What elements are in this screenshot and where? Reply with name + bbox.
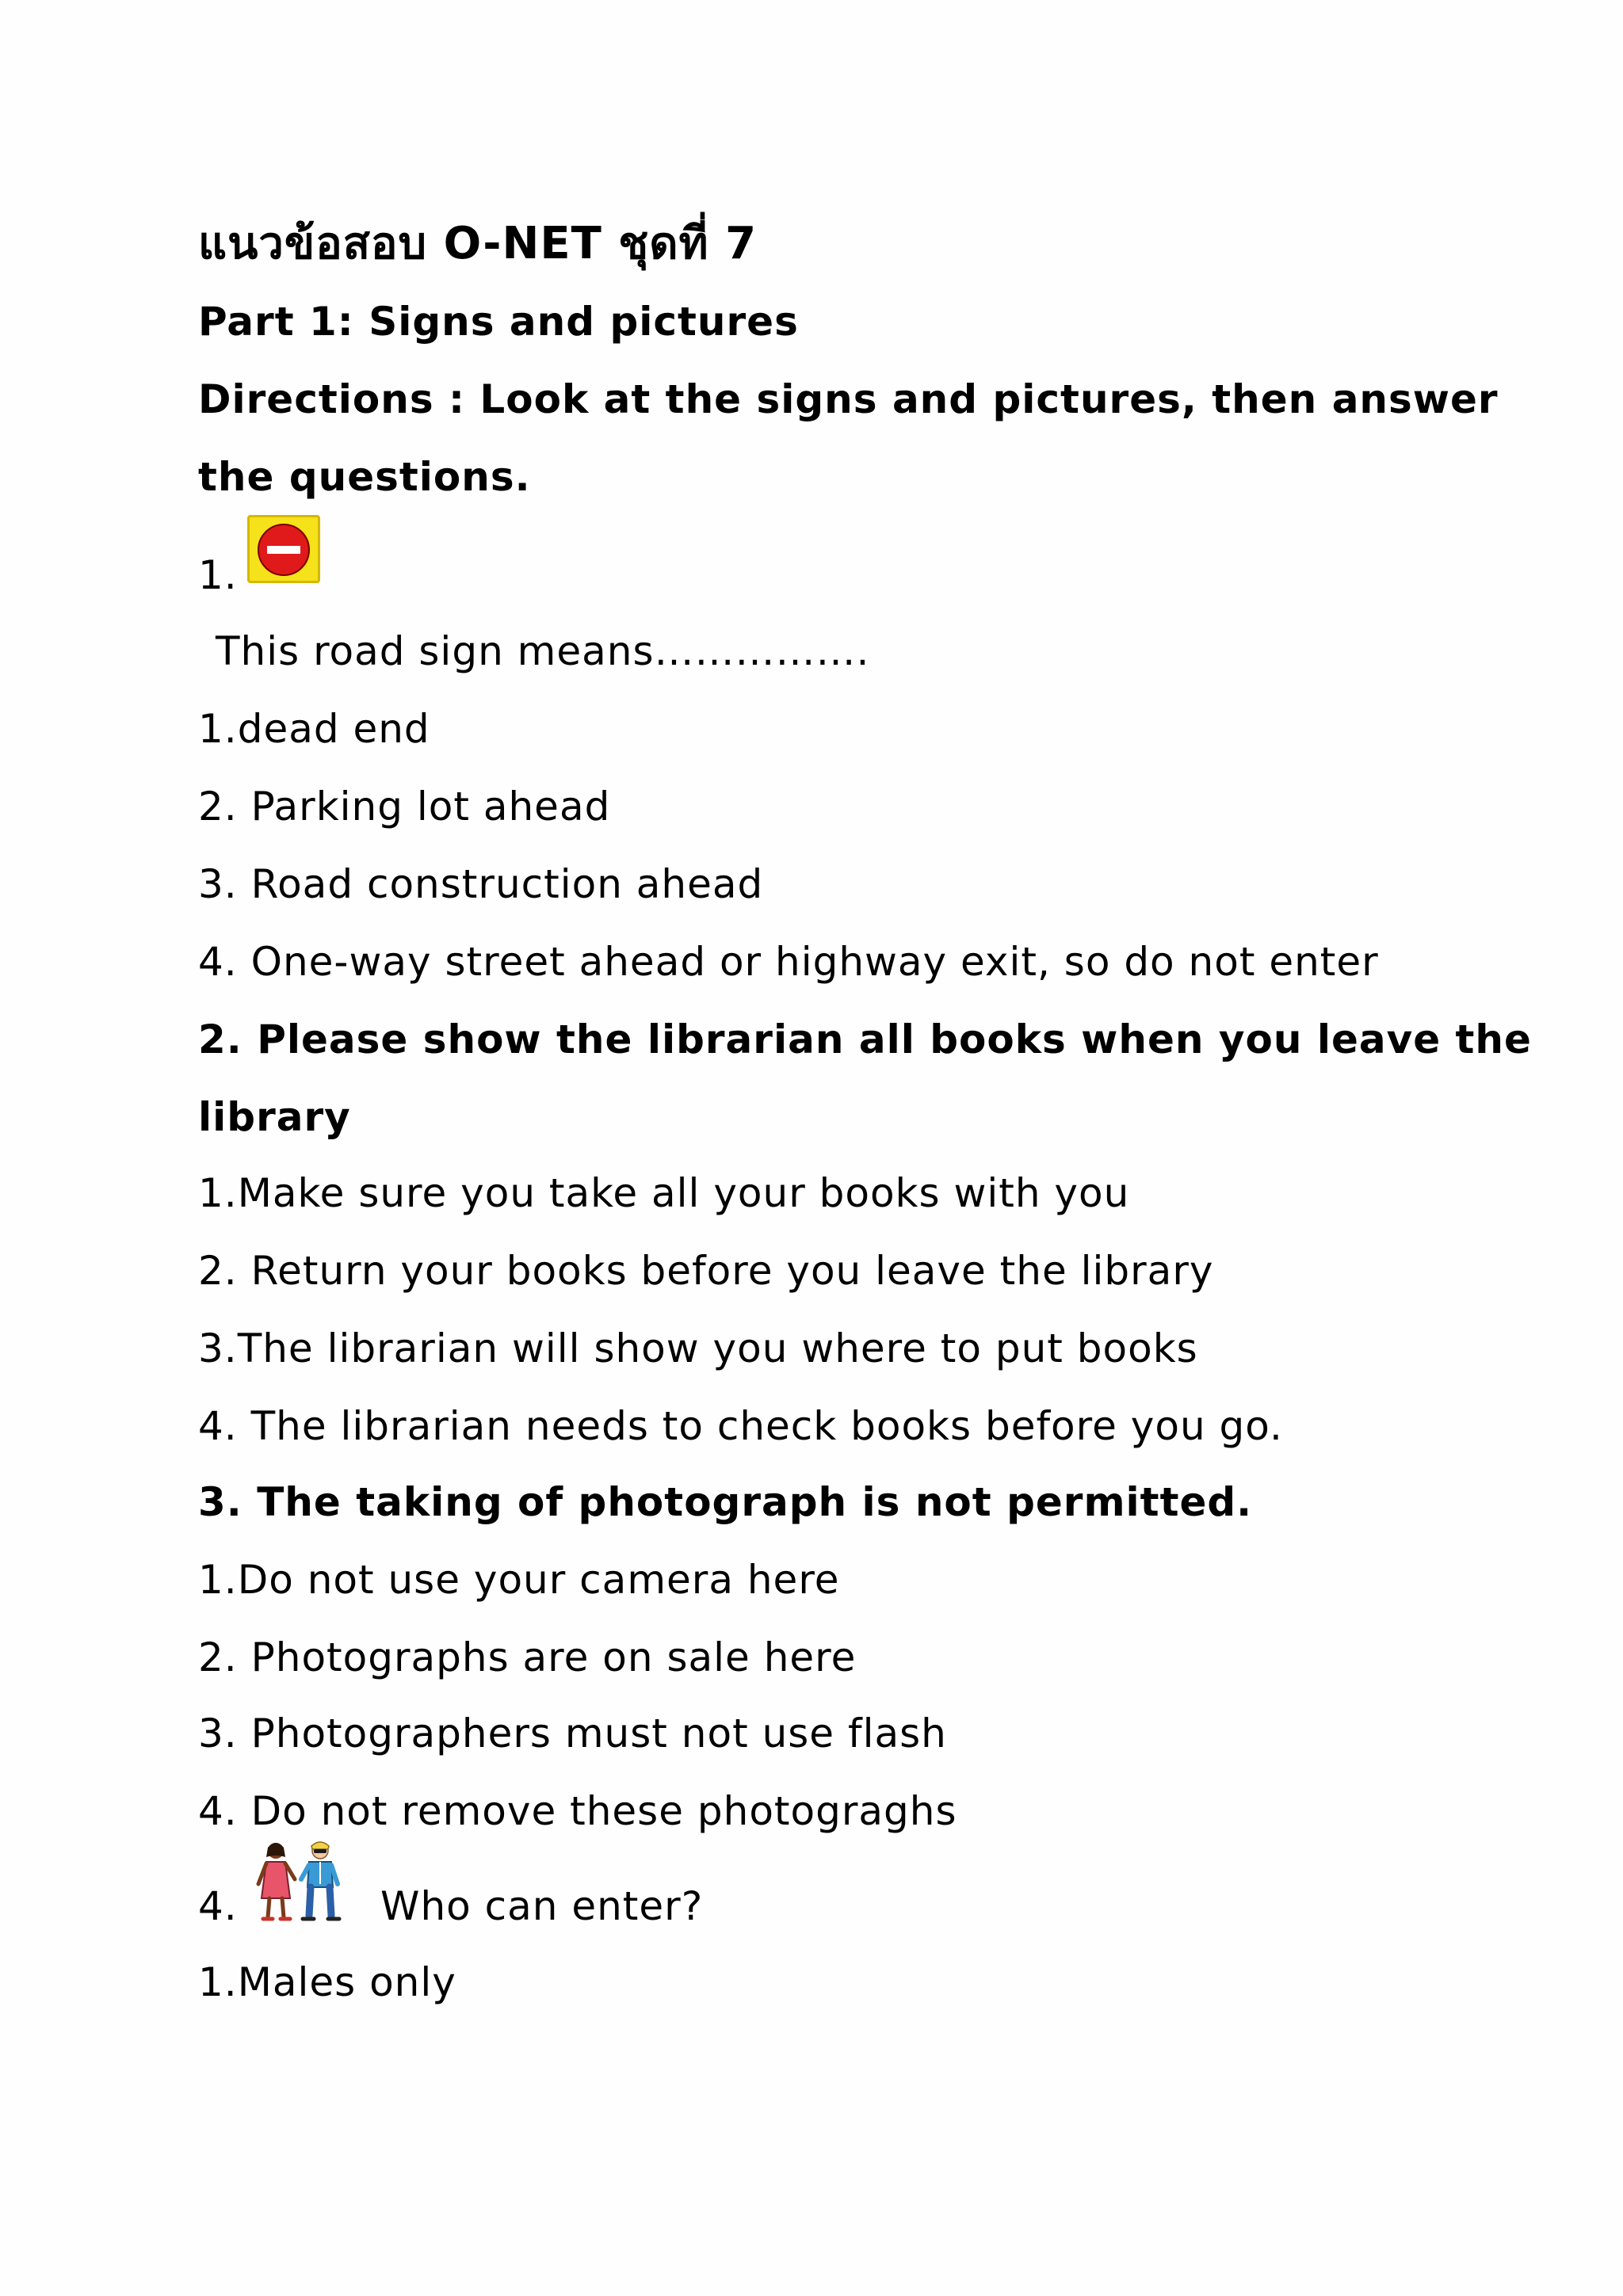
do-not-enter-sign-icon [247,515,320,583]
question-3-option-4: 4. Do not remove these photograghs [198,1788,957,1834]
question-2-option-3: 3.The librarian will show you where to put books [198,1325,1198,1371]
question-3-option-2: 2. Photographs are on sale here [198,1634,857,1680]
question-2-option-2: 2. Return your books before you leave the library [198,1248,1214,1294]
document-title: แนวข้อสอบ O-NET ชุดที่ 7 [198,218,758,269]
question-3-stem: 3. The taking of photograph is not permitted. [198,1479,1253,1525]
question-1-number: 1. [198,552,238,598]
question-2-stem-line-1: 2. Please show the librarian all books when you leave the [198,1016,1532,1062]
question-4-number: 4. [198,1883,238,1929]
question-3-option-1: 1.Do not use your camera here [198,1557,840,1603]
question-4-option-1: 1.Males only [198,1959,456,2005]
question-2-option-1: 1.Make sure you take all your books with you [198,1170,1130,1216]
man-and-woman-icon [252,1840,344,1922]
question-4-stem: Who can enter? [380,1883,704,1929]
question-3-option-3: 3. Photographers must not use flash [198,1711,947,1756]
question-1-stem: This road sign means……………. [216,628,870,674]
directions-line-2: the questions. [198,454,531,500]
question-1-option-3: 3. Road construction ahead [198,861,764,907]
part-heading: Part 1: Signs and pictures [198,299,799,345]
question-2-stem-line-2: library [198,1094,351,1140]
directions-line-1: Directions : Look at the signs and pictures, then answer [198,376,1499,422]
question-1-option-1: 1.dead end [198,706,430,752]
question-2-option-4: 4. The librarian needs to check books before you go. [198,1403,1283,1449]
question-1-option-2: 2. Parking lot ahead [198,784,611,830]
question-1-option-4: 4. One-way street ahead or highway exit, so do not enter [198,939,1379,985]
